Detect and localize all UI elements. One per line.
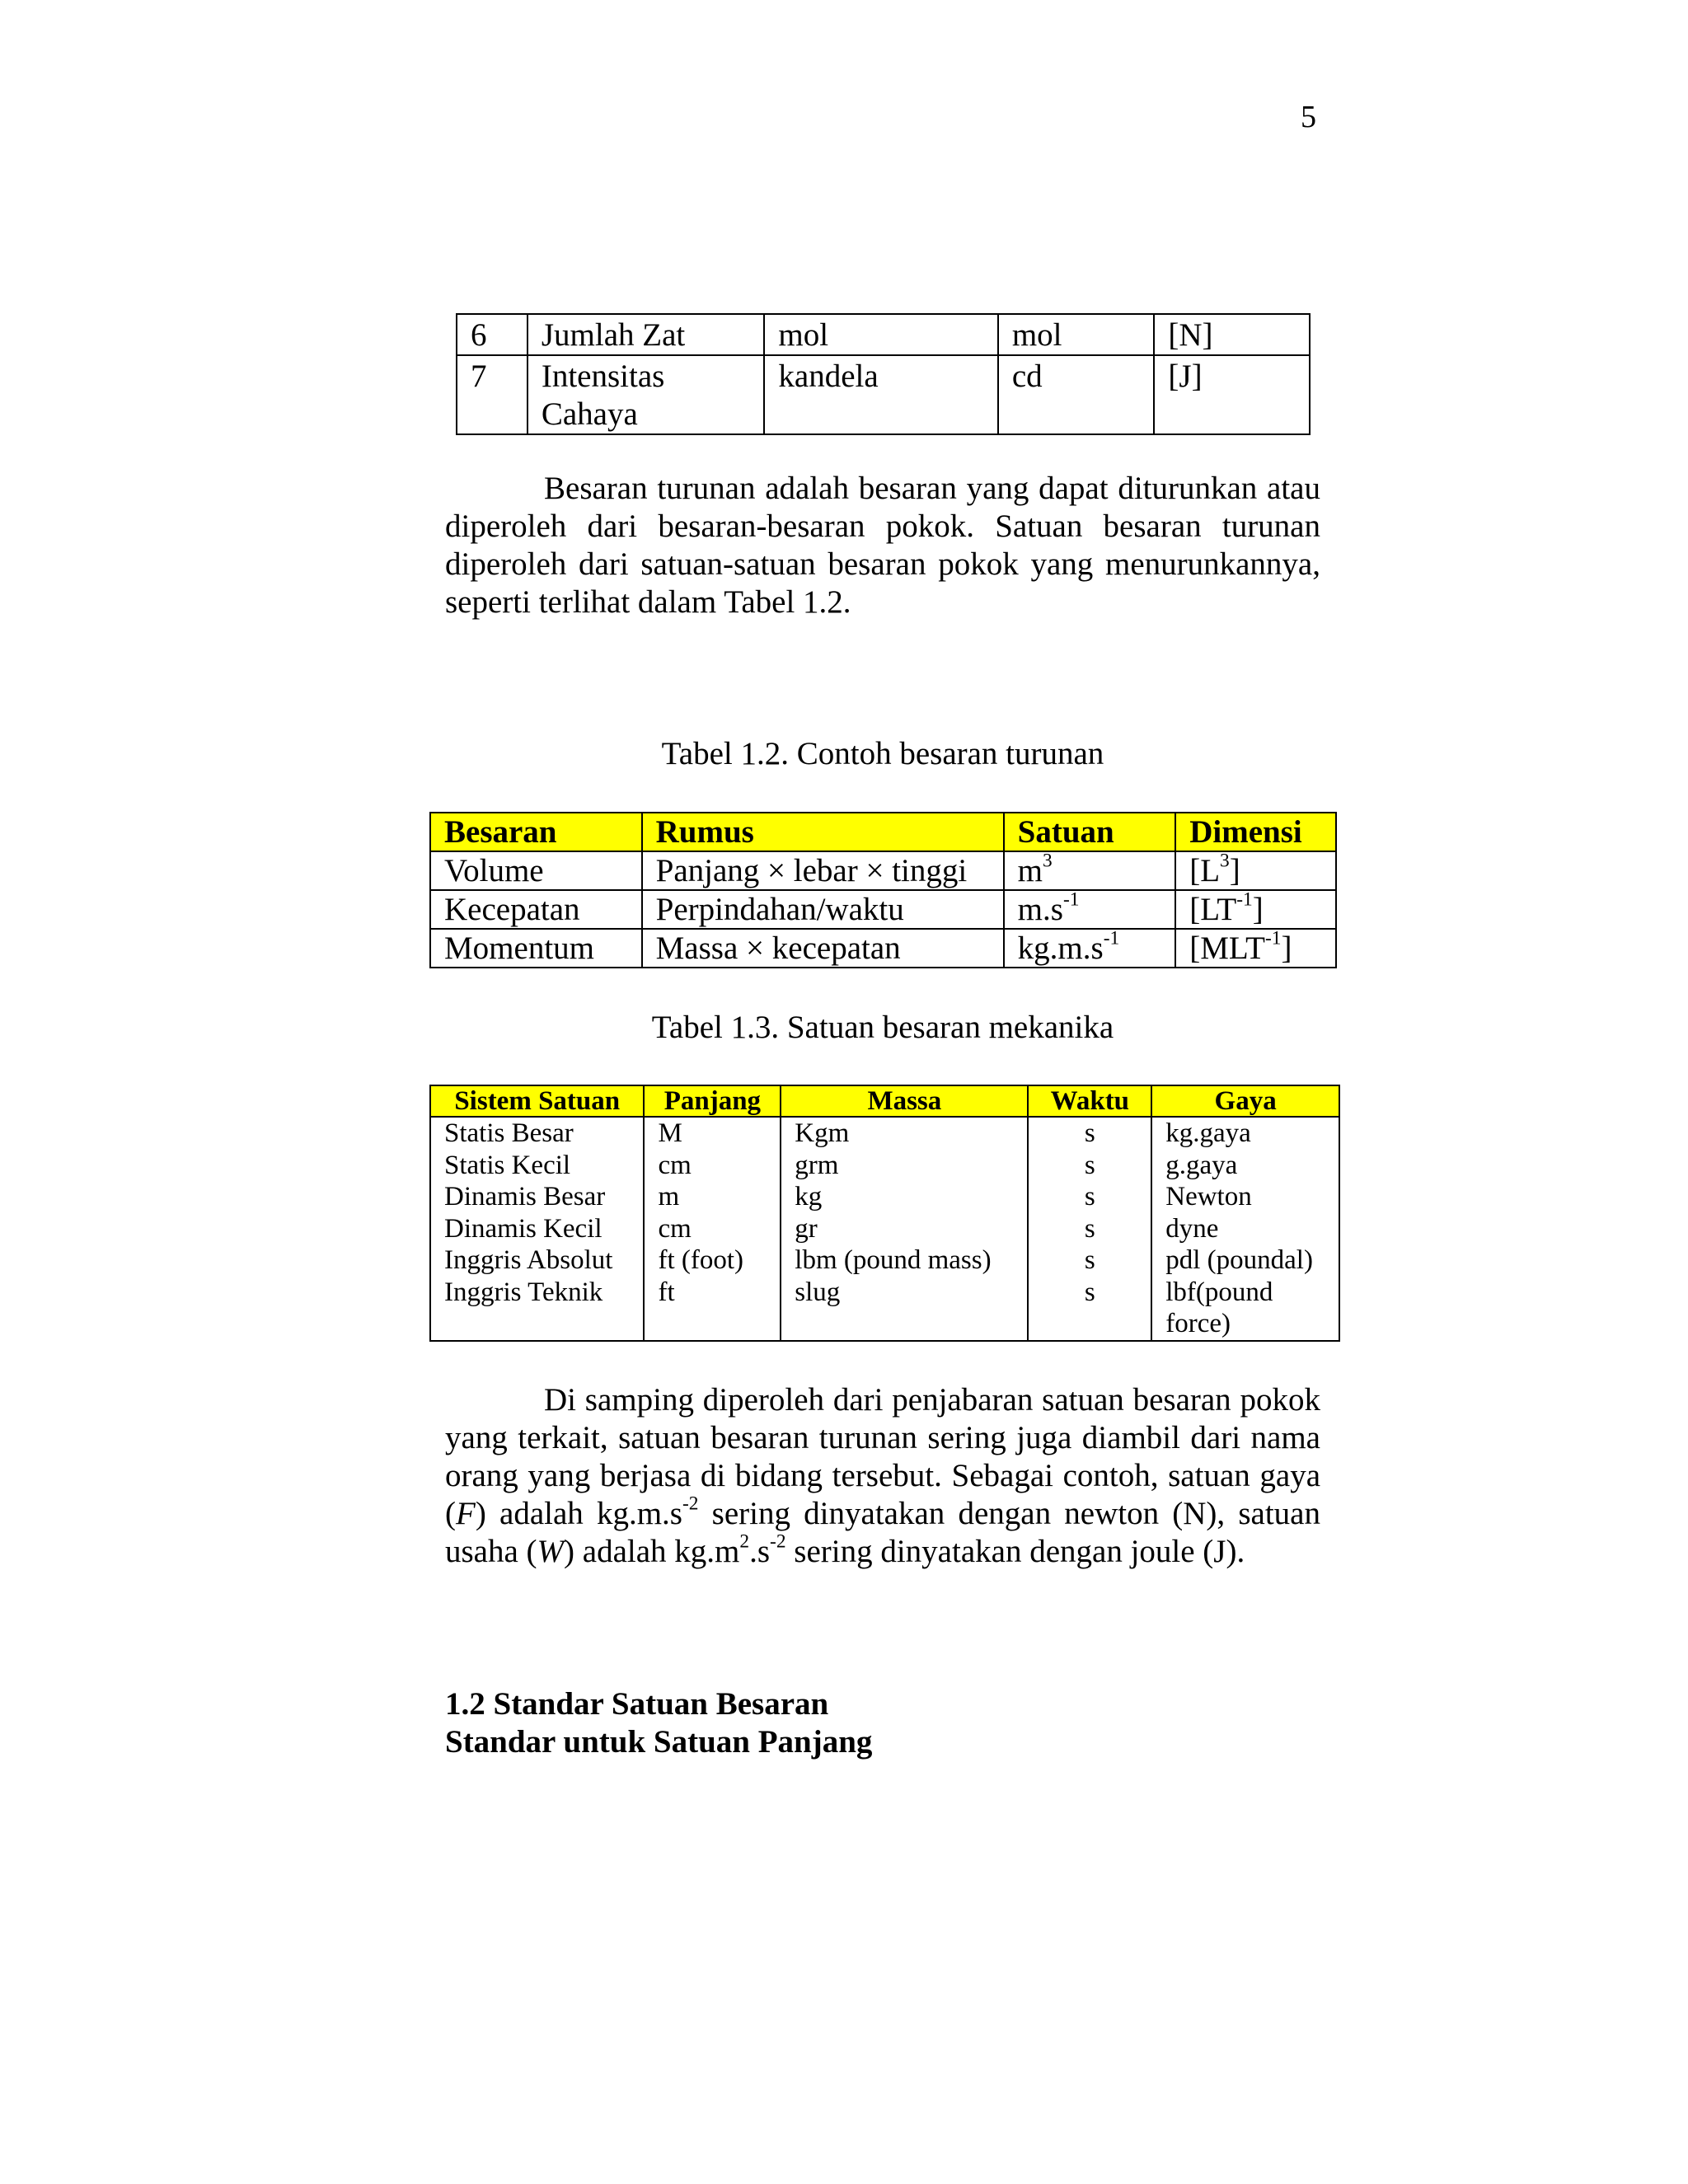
mass-unit: grm	[781, 1150, 1028, 1182]
derived-quantities-table	[429, 812, 1337, 968]
column-header: Massa	[781, 1085, 1028, 1117]
table-row	[430, 1181, 1339, 1213]
system-name: Dinamis Kecil	[430, 1213, 644, 1245]
paragraph-derived-quantities	[445, 470, 1320, 621]
force-unit: pdl (poundal)	[1151, 1244, 1339, 1277]
time-unit: s	[1028, 1117, 1151, 1150]
force-unit: Newton	[1151, 1181, 1339, 1213]
force-unit: kg.gaya	[1151, 1117, 1339, 1150]
symbol-work: W	[537, 1534, 565, 1569]
column-header: Panjang	[644, 1085, 781, 1117]
column-header: Besaran	[430, 813, 642, 851]
unit: $m.s^{-1}$	[1004, 890, 1176, 929]
column-header: Rumus	[642, 813, 1004, 851]
system-name: Statis Besar	[430, 1117, 644, 1150]
table-row	[457, 314, 1310, 355]
quantity-name: Kecepatan	[430, 890, 642, 929]
length-unit: M	[644, 1117, 781, 1150]
length-unit: m	[644, 1181, 781, 1213]
system-name: Dinamis Besar	[430, 1181, 644, 1213]
time-unit: s	[1028, 1150, 1151, 1182]
table-row	[430, 929, 1336, 968]
row-number: 6	[457, 314, 528, 355]
paragraph-named-units: Di samping diperoleh dari penjabaran satuan besaran pokok yang terkait, satuan besaran turunan sering juga diambil dari nama orang yang berjasa di bidang tersebut. Sebagai contoh, satuan gaya (F) adalah $kg.m.s^{-2}$ sering dinyatakan dengan newton (N), satuan usaha (W) adalah $kg.m^2.s^{-2}$ sering dinyatakan dengan joule (J).	[445, 1382, 1320, 1569]
table-row	[430, 890, 1336, 929]
formula: Panjang × lebar × tinggi	[642, 851, 1004, 890]
system-name: Statis Kecil	[430, 1150, 644, 1182]
table-row	[457, 355, 1310, 434]
dimension: $[LT^{-1}]$	[1175, 890, 1336, 929]
table-row	[430, 1277, 1339, 1341]
table-row	[430, 851, 1336, 890]
unit-name: mol	[764, 314, 997, 355]
column-header: Waktu	[1028, 1085, 1151, 1117]
unit-symbol: mol	[998, 314, 1155, 355]
quantity-name: Intensitas Cahaya	[528, 355, 765, 434]
quantity-name: Momentum	[430, 929, 642, 968]
section-subheading: Standar untuk Satuan Panjang	[445, 1724, 873, 1760]
mass-unit: Kgm	[781, 1117, 1028, 1150]
table-3-caption: Tabel 1.3. Satuan besaran mekanika	[651, 1010, 1114, 1045]
table-row	[430, 1150, 1339, 1182]
mass-unit: slug	[781, 1277, 1028, 1341]
column-header: Satuan	[1004, 813, 1176, 851]
force-unit: g.gaya	[1151, 1150, 1339, 1182]
table-header-row	[430, 813, 1336, 851]
time-unit: s	[1028, 1277, 1151, 1341]
page-number: 5	[1301, 100, 1316, 134]
formula: Massa × kecepatan	[642, 929, 1004, 968]
force-unit: lbf(pound force)	[1151, 1277, 1339, 1341]
section-heading: 1.2 Standar Satuan Besaran	[445, 1686, 829, 1722]
unit: $kg.m.s^{-1}$	[1004, 929, 1176, 968]
mass-unit: kg	[781, 1181, 1028, 1213]
column-header: Gaya	[1151, 1085, 1339, 1117]
table-row	[430, 1213, 1339, 1245]
formula: Perpindahan/waktu	[642, 890, 1004, 929]
length-unit: cm	[644, 1150, 781, 1182]
unit-symbol: cd	[998, 355, 1155, 434]
system-name: Inggris Absolut	[430, 1244, 644, 1277]
dimension: $[MLT^{-1}]$	[1175, 929, 1336, 968]
time-unit: s	[1028, 1181, 1151, 1213]
mechanics-units-table	[429, 1085, 1340, 1342]
quantity-name: Jumlah Zat	[528, 314, 765, 355]
table-row	[430, 1244, 1339, 1277]
quantity-name: Volume	[430, 851, 642, 890]
symbol-force: F	[456, 1496, 476, 1531]
system-name: Inggris Teknik	[430, 1277, 644, 1341]
table-2-caption: Tabel 1.2. Contoh besaran turunan	[661, 736, 1104, 771]
time-unit: s	[1028, 1244, 1151, 1277]
force-unit: dyne	[1151, 1213, 1339, 1245]
column-header: Dimensi	[1175, 813, 1336, 851]
unit-name: kandela	[764, 355, 997, 434]
dimension: $[L^3]$	[1175, 851, 1336, 890]
unit: $m^3$	[1004, 851, 1176, 890]
mass-unit: lbm (pound mass)	[781, 1244, 1028, 1277]
paragraph-text: Besaran turunan adalah besaran yang dapat diturunkan atau diperoleh dari besaran-besaran pokok. Satuan besaran turunan diperoleh dari satuan-satuan besaran pokok yang menurunkannya, seperti terlihat dalam Tabel 1.2.	[445, 471, 1320, 620]
length-unit: ft	[644, 1277, 781, 1341]
column-header: Sistem Satuan	[430, 1085, 644, 1117]
dimension: [N]	[1154, 314, 1310, 355]
base-quantities-table	[456, 313, 1311, 435]
length-unit: cm	[644, 1213, 781, 1245]
length-unit: ft (foot)	[644, 1244, 781, 1277]
dimension: [J]	[1154, 355, 1310, 434]
table-row	[430, 1117, 1339, 1150]
mass-unit: gr	[781, 1213, 1028, 1245]
table-header-row	[430, 1085, 1339, 1117]
time-unit: s	[1028, 1213, 1151, 1245]
row-number: 7	[457, 355, 528, 434]
